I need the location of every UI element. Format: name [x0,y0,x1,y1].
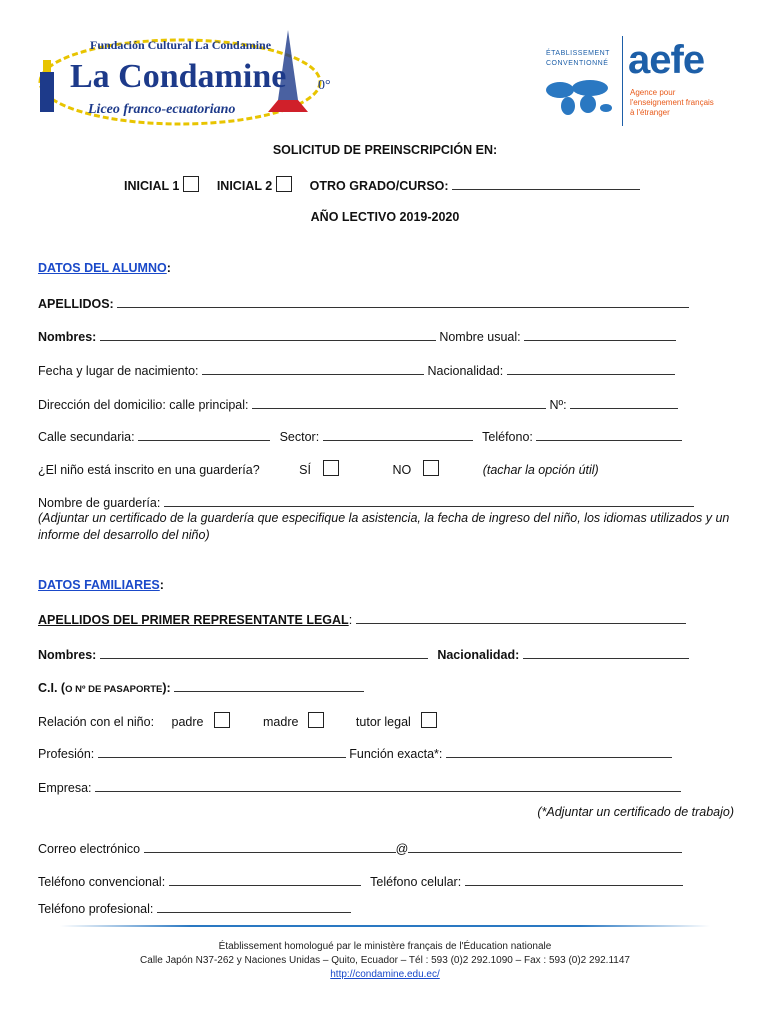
logo-divider [622,36,623,126]
familia-nacionalidad-field[interactable] [523,646,689,659]
fecha-nacimiento-field[interactable] [202,362,424,375]
tel-cel-field[interactable] [465,873,683,886]
profesion-label: Profesión: [38,747,95,761]
tachar-note: (tachar la opción útil) [482,463,599,477]
nacionalidad-label: Nacionalidad: [427,364,504,378]
correo-user-field[interactable] [144,840,396,853]
tutor-checkbox[interactable] [421,712,437,728]
profesion-field[interactable] [98,745,346,758]
etab-line1: ÉTABLISSEMENT [546,50,610,57]
alumno-heading-colon: : [166,261,171,275]
funcion-label: Función exacta*: [349,747,443,761]
si-label: SÍ [299,463,311,477]
ci-label-end: ): [162,681,171,695]
madre-checkbox[interactable] [308,712,324,728]
footer-homologation: Établissement homologué par le ministère français de l'Éducation nationale [218,941,552,952]
footer-link-row [0,969,770,980]
empresa-field[interactable] [95,779,681,792]
ci-row [38,679,732,695]
aefe-logo [540,36,740,136]
si-checkbox[interactable] [323,460,339,476]
direccion-label: Dirección del domicilio: calle principal: [38,398,249,412]
correo-row [38,840,732,856]
funcion-field[interactable] [446,745,672,758]
tel-prof-label: Teléfono profesional: [38,902,154,916]
tutor-label: tutor legal [355,715,411,729]
nombres-field[interactable] [100,328,436,341]
option-inicial-1-label: INICIAL 1 [124,179,180,193]
numero-field[interactable] [570,396,678,409]
tel-conv-field[interactable] [169,873,361,886]
nombre-guarderia-label: Nombre de guardería: [38,496,161,510]
apellidos-field[interactable] [117,295,689,308]
world-map-icon [542,76,614,116]
website-link[interactable]: http://condamine.edu.ec/ [330,969,440,980]
guarderia-question-row [38,460,732,477]
ci-field[interactable] [174,679,364,692]
condamine-logo [30,30,350,130]
aefe-sub-1: Agence pour [630,88,676,97]
no-checkbox[interactable] [423,460,439,476]
ci-label: C.I. ( [38,681,66,695]
profesion-row [38,745,732,761]
sector-label: Sector: [279,430,320,444]
empresa-row [38,779,732,795]
apellidos-label: APELLIDOS: [38,297,114,311]
form-title: SOLICITUD DE PREINSCRIPCIÓN EN: [272,143,498,157]
trabajo-certificate-note: (*Adjuntar un certificado de trabajo) [537,805,734,819]
padre-checkbox[interactable] [214,712,230,728]
fecha-nacimiento-label: Fecha y lugar de nacimiento: [38,364,199,378]
familia-nacionalidad-label: Nacionalidad: [437,648,520,662]
logo-main-text: La Condamine [70,58,287,95]
familia-section-heading [38,578,732,592]
sector-field[interactable] [323,428,473,441]
telefono-label: Teléfono: [482,430,533,444]
familia-nombres-label: Nombres: [38,648,97,662]
footer-divider [60,925,710,927]
pasaporte-label: O Nº DE PASAPORTE [65,684,163,695]
tel-prof-row [38,900,732,916]
tel-conv-label: Teléfono convencional: [38,875,166,889]
nombres-label: Nombres: [38,330,97,344]
nombre-usual-label: Nombre usual: [439,330,521,344]
apellidos-row [38,295,732,311]
nombre-guarderia-row [38,494,732,510]
logo-top-text: Fundación Cultural La Condamine [90,38,272,52]
course-options [124,176,640,193]
calle-secundaria-label: Calle secundaria: [38,430,135,444]
guarderia-question: ¿El niño está inscrito en una guardería? [38,463,260,477]
familia-nombres-row [38,646,732,662]
representante-row: APELLIDOS DEL PRIMER REPRESENTANTE LEGAL: [38,611,732,627]
telefono-field[interactable] [536,428,682,441]
otro-grado-field[interactable] [452,177,640,190]
calle-secundaria-field[interactable] [138,428,270,441]
calle-secundaria-row [38,428,732,444]
no-label: NO [392,463,412,477]
tel-cel-label: Teléfono celular: [370,875,462,889]
logo-degree-text: 0° [318,78,331,93]
nacionalidad-field[interactable] [507,362,675,375]
guarderia-certificate-note: (Adjuntar un certificado de la guardería que especifique la asistencia, la fecha de ingreso del niño, los idiomas utilizados y un informe del desarrollo del niño) [38,511,730,542]
representante-label: APELLIDOS DEL PRIMER REPRESENTANTE LEGAL [38,613,349,627]
nombres-row [38,328,732,344]
madre-label: madre [263,715,299,729]
alumno-heading-text: DATOS DEL ALUMNO [38,261,167,275]
tel-prof-field[interactable] [157,900,351,913]
empresa-label: Empresa: [38,781,92,795]
school-year: AÑO LECTIVO 2019-2020 [310,210,460,224]
inicial-2-checkbox[interactable] [276,176,292,192]
etab-line2: CONVENTIONNÉ [546,60,609,67]
telefonos-row [38,873,732,889]
footer-address: Calle Japón N37-262 y Naciones Unidas – Quito, Ecuador – Tél : 593 (0)2 292.1090 – Fax : 593 (0)2 292.1147 [140,955,630,966]
familia-heading-text: DATOS FAMILIARES [38,578,160,592]
aefe-wordmark: aefe [628,38,705,82]
correo-domain-field[interactable] [408,840,682,853]
relacion-row [38,712,732,729]
familia-heading-colon: : [159,578,164,592]
aefe-sub-3: à l'étranger [630,108,670,117]
familia-nombres-field[interactable] [100,646,428,659]
representante-field[interactable] [356,611,686,624]
direccion-field[interactable] [252,396,546,409]
arroba-symbol: @ [395,842,409,856]
nombre-usual-field[interactable] [524,328,676,341]
logo-bottom-text: Liceo franco-ecuatoriano [88,102,236,117]
relacion-label: Relación con el niño: [38,715,155,729]
padre-label: padre [171,715,204,729]
correo-label: Correo electrónico [38,842,141,856]
alumno-section-heading [38,261,732,275]
numero-label: Nº: [549,398,567,412]
nacimiento-row [38,362,732,378]
nombre-guarderia-field[interactable] [164,494,694,507]
aefe-sub-2: l'enseignement français [630,98,714,107]
inicial-1-checkbox[interactable] [183,176,199,192]
direccion-row [38,396,732,412]
option-inicial-2-label: INICIAL 2 [216,179,273,193]
option-otro-label: OTRO GRADO/CURSO: [309,179,449,193]
